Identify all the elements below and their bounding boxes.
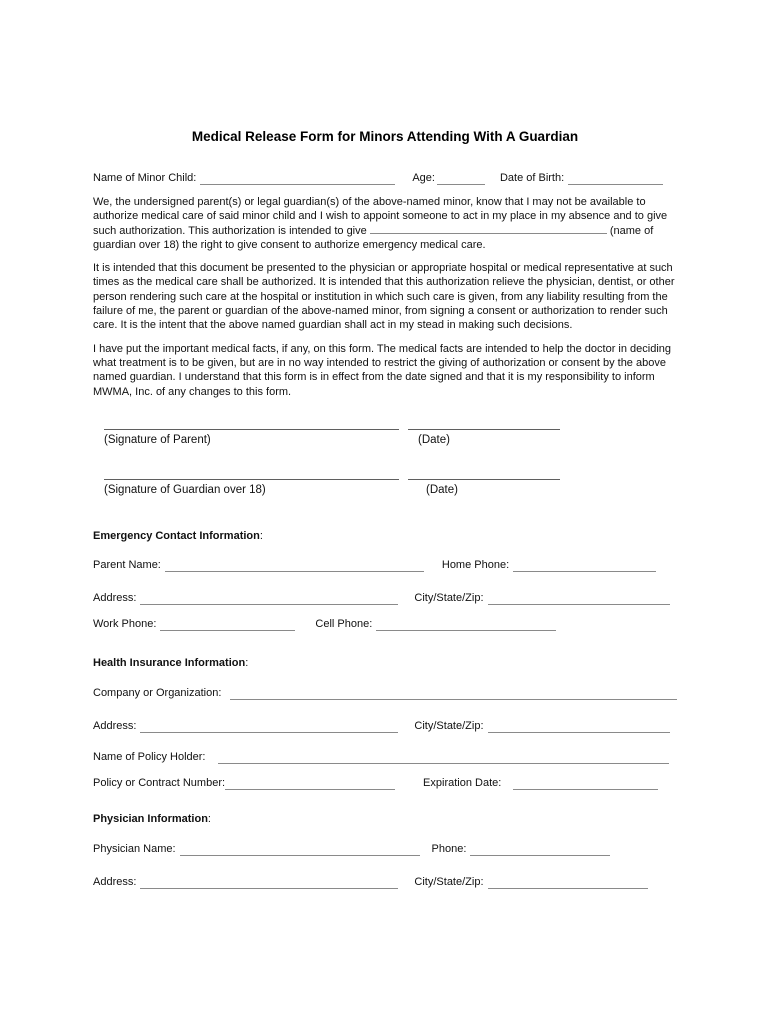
parent-name-blank[interactable]	[165, 559, 424, 572]
dob-label: Date of Birth:	[499, 172, 565, 184]
physician-address-blank[interactable]	[140, 876, 398, 889]
parent-name-label: Parent Name:	[93, 558, 161, 571]
signature-block	[104, 429, 677, 497]
policy-number-row	[93, 776, 677, 790]
policy-number-blank[interactable]	[225, 777, 395, 790]
emergency-section-heading	[93, 529, 677, 543]
dob-blank[interactable]	[568, 172, 663, 185]
health-city-blank[interactable]	[488, 720, 670, 733]
authorization-paragraph	[93, 195, 677, 252]
health-address-row	[93, 719, 677, 733]
parent-date-line[interactable]	[408, 429, 560, 430]
expiration-blank[interactable]	[513, 777, 658, 790]
emergency-heading-text: Emergency Contact Information	[93, 529, 260, 542]
physician-address-label: Address:	[93, 875, 137, 888]
work-phone-label: Work Phone:	[93, 617, 157, 630]
parent-date-unit	[408, 429, 560, 447]
guardian-date-unit	[408, 479, 560, 497]
guardian-date-label: (Date)	[426, 483, 458, 496]
emergency-phones-row	[93, 617, 677, 631]
health-section-heading	[93, 656, 677, 670]
emergency-address-blank[interactable]	[140, 592, 398, 605]
guardian-signature-label: (Signature of Guardian over 18)	[104, 483, 266, 496]
health-city-label: City/State/Zip:	[414, 719, 484, 732]
minor-name-label: Name of Minor Child:	[93, 172, 197, 184]
home-phone-label: Home Phone:	[441, 558, 510, 571]
health-company-row	[93, 686, 677, 700]
policy-number-label: Policy or Contract Number:	[93, 776, 226, 789]
health-address-label: Address:	[93, 719, 137, 732]
policy-holder-row	[93, 750, 677, 764]
emergency-parent-row	[93, 558, 677, 572]
cell-phone-label: Cell Phone:	[315, 617, 373, 630]
minor-info-row	[93, 171, 677, 185]
policy-holder-label: Name of Policy Holder:	[93, 750, 206, 763]
company-label: Company or Organization:	[93, 686, 222, 699]
intent-paragraph: It is intended that this document be presented to the physician or appropriate hospital or medical representative at such times as the medical care shall be authorized. It is intended that this authorization relieve the physician, dentist, or other person rendering such care at the hospital or institution in which such care is given, from any liability resulting from the failure of me, the parent or guardian of the above-named minor, from signing a consent or authorization to render such care. It is the intent that the above named guardian shall act in my stead in making such decisions.	[93, 262, 675, 332]
emergency-city-label: City/State/Zip:	[414, 591, 484, 604]
physician-name-label: Physician Name:	[93, 842, 176, 855]
parent-signature-label: (Signature of Parent)	[104, 433, 211, 446]
parent-date-label: (Date)	[418, 433, 450, 446]
physician-city-label: City/State/Zip:	[414, 875, 484, 888]
physician-phone-label: Phone:	[431, 842, 467, 855]
parent-signature-row	[104, 429, 677, 447]
emergency-city-blank[interactable]	[488, 592, 670, 605]
physician-name-blank[interactable]	[180, 843, 420, 856]
form-content	[93, 0, 677, 889]
health-address-blank[interactable]	[140, 720, 398, 733]
age-blank[interactable]	[437, 172, 485, 185]
medical-facts-paragraph: I have put the important medical facts, if any, on this form. The medical facts are intended to help the doctor in deciding what treatment is to be given, but are in no way intended to restrict the giving of authorization or consent by the above named guardian. I understand that this form is in effect from the date signed and that it is my responsibility to inform MWMA, Inc. of any changes to this form.	[93, 342, 672, 398]
physician-heading-colon: :	[207, 812, 211, 825]
company-blank[interactable]	[230, 687, 677, 700]
work-phone-blank[interactable]	[160, 618, 295, 631]
emergency-heading-colon: :	[259, 529, 263, 542]
health-heading-text: Health Insurance Information	[93, 656, 246, 669]
guardian-name-blank[interactable]	[370, 224, 607, 234]
minor-name-blank[interactable]	[200, 172, 395, 185]
parent-signature-line[interactable]	[104, 429, 399, 430]
guardian-signature-line[interactable]	[104, 479, 399, 480]
physician-name-row	[93, 842, 677, 856]
age-label: Age:	[412, 172, 435, 184]
physician-address-row	[93, 875, 677, 889]
guardian-signature-unit	[104, 479, 399, 497]
authorization-text-after: (name of guardian over 18) the right to give consent to authorize emergency medical care.	[93, 224, 654, 251]
expiration-label: Expiration Date:	[423, 776, 502, 789]
guardian-date-line[interactable]	[408, 479, 560, 480]
cell-phone-blank[interactable]	[376, 618, 556, 631]
health-heading-colon: :	[245, 656, 249, 669]
guardian-signature-row	[104, 479, 677, 497]
home-phone-blank[interactable]	[513, 559, 656, 572]
physician-phone-blank[interactable]	[470, 843, 610, 856]
physician-section-heading	[93, 812, 677, 826]
emergency-address-row	[93, 591, 677, 605]
emergency-address-label: Address:	[93, 591, 137, 604]
physician-heading-text: Physician Information	[93, 812, 208, 825]
policy-holder-blank[interactable]	[218, 751, 670, 764]
authorization-text-before: We, the undersigned parent(s) or legal guardian(s) of the above-named minor, know that I may not be available to authorize medical care of said minor child and I wish to appoint someone to act in my place in my absence and to give such authorization. This authorization is intended to give	[93, 196, 668, 237]
form-title: Medical Release Form for Minors Attending With A Guardian	[191, 129, 579, 144]
physician-city-blank[interactable]	[488, 876, 648, 889]
parent-signature-unit	[104, 429, 399, 447]
